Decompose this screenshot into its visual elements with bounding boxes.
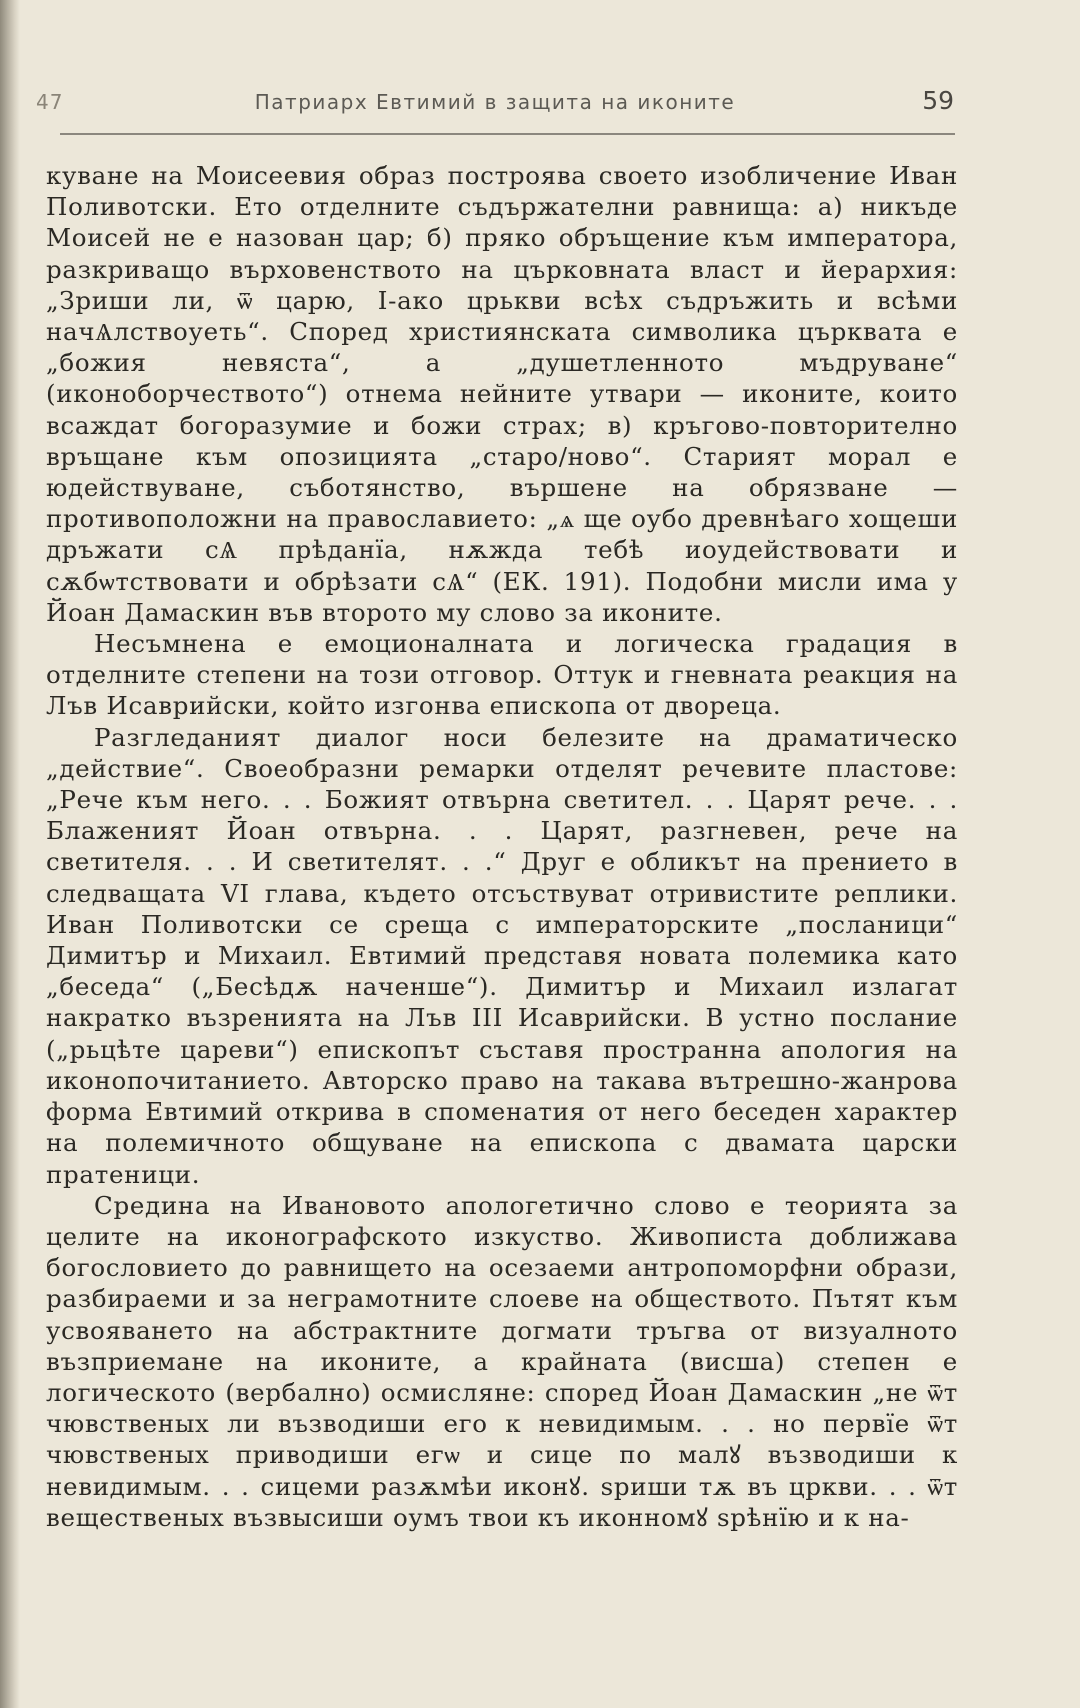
paragraph: Несъмнена е емоционалната и логическа градация в отделните степени на този отговор. Оттук и гневната реакция на Лъв Исаврийски, който изгонва епископа от двореца.	[46, 629, 958, 721]
running-header	[36, 84, 954, 124]
paragraph: Разгледаният диалог носи белезите на драматическо „действие“. Своеобразни ремарки отделят речевите пластове: „Рече към него. . . Божият отвърна светител. . . Царят рече. . . Блаженият Йоан отвърна. . . Царят, разгневен, рече на светителя. . . И светителят. . .“ Друг е обликът на прението в следващата VI глава, където отсъствуват отривистите реплики. Иван Поливотски се среща с императорските „посланици“ Димитър и Михаил. Евтимий представя новата полемика като „беседа“ („Бесѣдѫ наченше“). Димитър и Михаил излагат накратко възренията на Лъв III Исаврийски. В устно послание („рьцѣте цареви“) епископът съставя пространна апология на иконопочитанието. Авторско право на такава вътрешно-жанрова форма Евтимий открива в споменатия от него беседен характер на полемичното общуване на епископа с двамата царски пратеници.	[46, 722, 958, 1189]
book-spine-shadow	[0, 0, 20, 1708]
body-text	[46, 160, 958, 1533]
page-number: 59	[922, 86, 954, 115]
running-title: Патриарх Евтимий в защита на иконите	[254, 90, 736, 114]
paragraph: Средина на Ивановото апологетично слово е теорията за целите на иконографското изкуство. Живописта доближава богословието до равнището на осезаеми антропоморфни образи, разбираеми и за неграмотните слоеве на обществото. Пътят към усвояването на абстрактните догмати тръгва от визуалното възприемане на иконите, а крайната (висша) степен е логическото (вербално) осмисляне: според Йоан Дамаскин „не ѿт чювственых ли възводиши его к невидимым. . . но первїе ѿт чювственых приводиши егѡ и сице по малꙋ възводиши к невидимым. . . сицеми разѫмѣи иконꙋ. ѕриши тѫ въ цркви. . . ѿт вещественых възвысиши оумъ твои къ иконномꙋ ѕрѣнїю и к на-	[46, 1190, 958, 1532]
header-rule	[60, 133, 955, 135]
paragraph: куване на Моисеевия образ построява своето изобличение Иван Поливотски. Ето отделните съдържателни равнища: а) никъде Моисей не е назован цар; б) пряко обръщение към императора, разкриващо върховенството на църковната власт и йерархия: „Зриши ли, ѿ царю, І-ако црькви всѣх съдръжить и всѣми начѦлствоуеть“. Според християнската символика църквата е „божия невяста“, а „душетленното мъдруване“ (иконоборчеството“) отнема нейните утвари — иконите, които всаждат богоразумие и божи страх; в) кръгово-повторително връщане към опозицията „старо/ново“. Старият морал е юдействуване, съботянство, вършене на обрязване — противоположни на православието: „ѧ ще оубо древнѣаго хощеши дръжати сѦ прѣданїа, нѫжда тебѣ иоудействовати и сѫбѡтствовати и обрѣзати сѦ“ (ЕК. 191). Подобни мисли има у Йоан Дамаскин във второто му слово за иконите.	[46, 161, 958, 627]
section-mark: 47	[36, 90, 64, 114]
